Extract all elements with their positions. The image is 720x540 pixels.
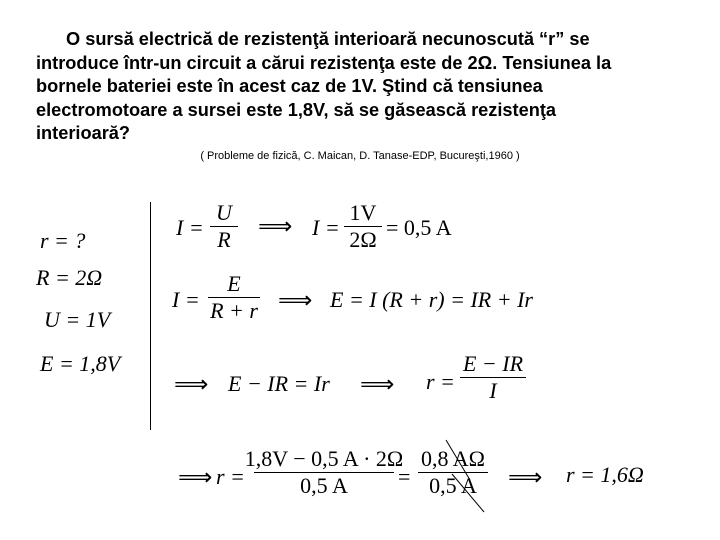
row2-lhs: I = [172, 287, 200, 312]
row4-numerator2: 0,8 AΩ [420, 446, 486, 471]
row2-denominator: R + r [210, 298, 258, 323]
row2-expression: E = I (R + r) = IR + Ir [330, 287, 533, 312]
row3-lhs: r = [426, 369, 455, 394]
row4-result: r = 1,6Ω [566, 462, 644, 487]
implies-arrow: ⟹ [178, 463, 213, 491]
cancel-stroke-lower [452, 474, 484, 512]
problem-line-5: interioară? [36, 123, 130, 143]
given-r: r = ? [40, 228, 86, 253]
row3-denominator: I [489, 378, 497, 403]
problem-line-2: introduce într-un circuit a cărui rezistenţa este de 2Ω. Tensiunea la [36, 52, 612, 73]
row1-denominator: R [217, 227, 231, 252]
row4-lhs: r = [216, 464, 245, 489]
row4-numerator1: 1,8V − 0,5 A · 2Ω [244, 446, 404, 471]
row4-denominator2: 0,5 A [429, 473, 477, 498]
row4-denominator1: 0,5 A [300, 473, 348, 498]
row1-denominator2: 2Ω [349, 227, 377, 252]
row1-lhs2: I = [312, 215, 340, 240]
row2-numerator: E [227, 271, 241, 296]
implies-arrow: ⟹ [278, 286, 313, 314]
problem-line-4: electromotoare a sursei este 1,8V, să se găsească rezistenţa [36, 99, 557, 120]
implies-arrow: ⟹ [508, 463, 543, 491]
implies-arrow: ⟹ [258, 212, 293, 240]
problem-line-3: bornele bateriei este în acest caz de 1V. Ştind că tensiunea [36, 76, 543, 96]
row1-numerator2: 1V [349, 200, 377, 225]
given-U: U = 1V [44, 307, 111, 332]
implies-arrow: ⟹ [360, 370, 395, 398]
source-citation: ( Probleme de fizică, C. Maican, D. Tanase-EDP, Bucureşti,1960 ) [200, 150, 520, 162]
row3-numerator: E − IR [462, 351, 524, 376]
row4-equals: = [398, 464, 411, 489]
given-E: E = 1,8V [40, 351, 121, 376]
cancel-stroke-upper [446, 440, 470, 480]
given-R: R = 2Ω [36, 265, 103, 290]
row1-lhs: I = [176, 215, 204, 240]
row1-result: = 0,5 A [386, 215, 452, 240]
problem-line-1: O sursă electrică de rezistenţă interioară necunoscută “r” se [66, 29, 590, 49]
implies-arrow: ⟹ [174, 370, 209, 398]
row1-numerator: U [216, 200, 232, 225]
row3-expression: E − IR = Ir [228, 371, 330, 396]
